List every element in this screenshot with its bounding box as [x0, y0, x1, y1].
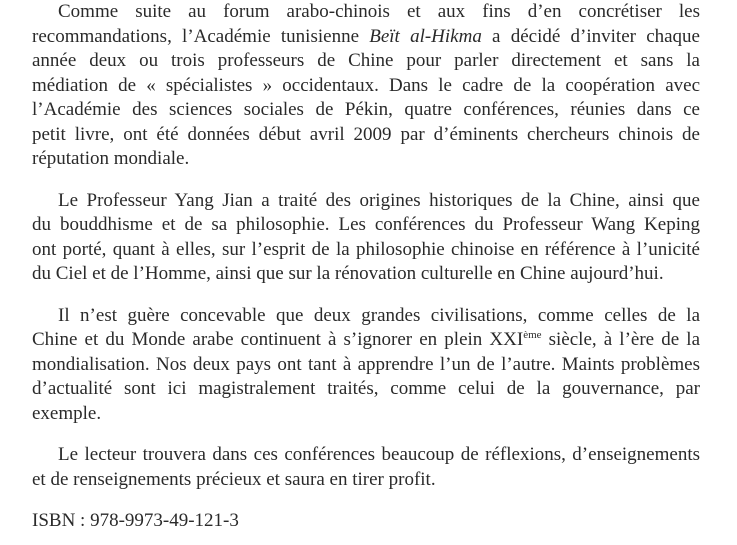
text-run: mondialisation. Nos deux pays ont tant à apprendre l’un de l’autre. Maints problèmes	[32, 353, 700, 375]
paragraph	[32, 443, 700, 492]
text-run: Le Professeur Yang Jian a traité des origines historiques de la Chine, ainsi que	[58, 189, 700, 211]
text-run: Comme suite au forum arabo-chinois et aux fins d’en concrétiser les	[58, 1, 700, 22]
text-line	[32, 468, 700, 493]
text-run: médiation de « spécialistes » occidentaux. Dans le cadre de la coopération avec	[32, 74, 700, 96]
text-run: du Ciel et de l’Homme, ainsi que sur la rénovation culturelle en Chine aujourd’hui.	[32, 263, 664, 284]
text-run: année deux ou trois professeurs de Chine pour parler directement et sans la	[32, 50, 700, 71]
text-run: Chine et du Monde arabe continuent à s’ignorer en plein XXI	[32, 329, 524, 350]
text-run: d’actualité sont ici magistralement traités, comme celui de la gouvernance, par	[32, 378, 700, 399]
text-line	[32, 49, 700, 74]
text-line	[32, 213, 700, 238]
text-run: a décidé d’inviter chaque	[481, 25, 700, 47]
text-line	[32, 443, 700, 468]
text-run: Il n’est guère concevable que deux grandes civilisations, comme celles de la	[58, 304, 700, 326]
text-run: réputation mondiale.	[32, 148, 190, 169]
text-line	[32, 262, 700, 287]
italic-title: Beït al-Hikma	[369, 25, 482, 47]
text-run: petit livre, ont été données début avril 2009 par d’éminents chercheurs chinois de	[32, 123, 700, 145]
text-line	[32, 328, 700, 353]
text-line	[32, 402, 700, 427]
paragraph	[32, 304, 700, 427]
text-line	[32, 377, 700, 402]
text-run: exemple.	[32, 402, 102, 424]
text-line	[32, 0, 700, 25]
text-line	[32, 238, 700, 263]
text-line	[32, 304, 700, 329]
text-line	[32, 189, 700, 214]
book-back-cover-text	[32, 0, 700, 534]
text-run: et de renseignements précieux et saura en tirer profit.	[32, 468, 436, 490]
text-run: l’Académie des sciences sociales de Pékin, quatre conférences, réunies dans ce	[32, 99, 700, 120]
ordinal-superscript: ème	[523, 329, 542, 341]
isbn-line: ISBN : 978-9973-49-121-3	[32, 510, 239, 531]
text-line	[32, 98, 700, 123]
text-line	[32, 25, 700, 50]
paragraph	[32, 189, 700, 287]
text-run: du bouddhisme et de sa philosophie. Les conférences du Professeur Wang Keping	[32, 214, 700, 235]
text-run: siècle, à l’ère de la	[541, 329, 700, 350]
text-run: recommandations, l’Académie tunisienne	[32, 25, 370, 47]
text-line	[32, 147, 700, 172]
text-run: ont porté, quant à elles, sur l’esprit de la philosophie chinoise en référence à l’unicité	[32, 238, 700, 260]
text-line	[32, 353, 700, 378]
body-text	[32, 0, 700, 492]
text-line	[32, 123, 700, 148]
text-run: Le lecteur trouvera dans ces conférences beaucoup de réflexions, d’enseignements	[58, 444, 700, 465]
paragraph	[32, 0, 700, 172]
text-line	[32, 74, 700, 99]
